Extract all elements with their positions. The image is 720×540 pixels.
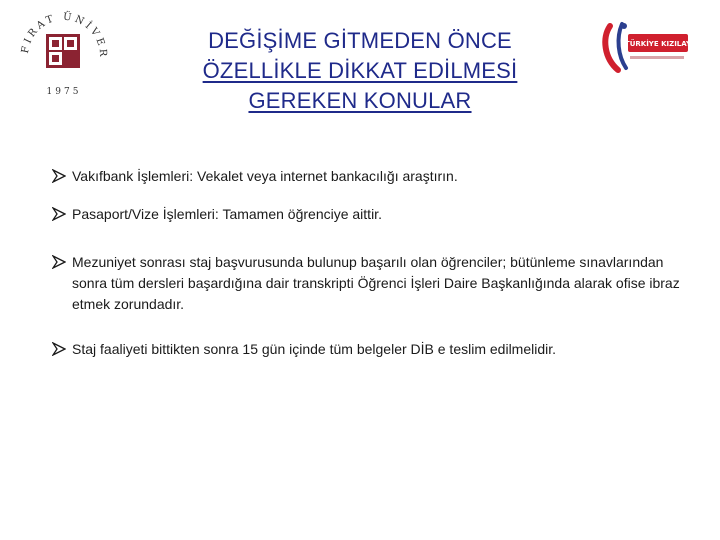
arrowhead-bullet-icon	[52, 169, 66, 183]
bullet-text: Staj faaliyeti bittikten sonra 15 gün içinde tüm belgeler DİB e teslim edilmelidir.	[72, 341, 557, 357]
seal-year: 1975	[46, 87, 82, 97]
page-title	[170, 26, 550, 116]
bullet-text: Mezuniyet sonrası staj başvurusunda bulunup başarılı olan öğrenciler; bütünleme sınavlarından sonra tüm dersleri başardığına dair transkripti Öğrenci İşleri Daire Başkanlığında alarak ofise ibraz etmek zorundadır.	[72, 254, 680, 312]
seal-ring-text: FIRAT ÜNİVER	[19, 11, 109, 60]
university-seal-logo	[18, 10, 110, 102]
bullet-text: Pasaport/Vize İşlemleri: Tamamen öğrenciye aittir.	[72, 206, 382, 222]
bullet-text: Vakıfbank İşlemleri: Vekalet veya internet bankacılığı araştırın.	[72, 168, 458, 184]
bullet-item	[52, 204, 702, 225]
arrowhead-bullet-icon	[52, 207, 66, 221]
title-line-2: ÖZELLİKLE DİKKAT EDİLMESİ	[202, 58, 518, 83]
arrowhead-bullet-icon	[52, 342, 66, 356]
title-line-1: DEĞİŞİME GİTMEDEN ÖNCE	[208, 28, 512, 53]
arrowhead-bullet-icon	[52, 255, 66, 269]
bullet-item	[52, 339, 702, 360]
title-line-3: GEREKEN KONULAR	[248, 88, 472, 113]
bullet-item	[52, 166, 702, 187]
university-seal-icon	[18, 10, 110, 102]
bullet-item	[52, 252, 702, 315]
kizilay-logo-text: TÜRKİYE KIZILAY	[624, 40, 690, 48]
kizilay-logo-icon	[600, 18, 690, 76]
kizilay-logo	[600, 18, 690, 76]
